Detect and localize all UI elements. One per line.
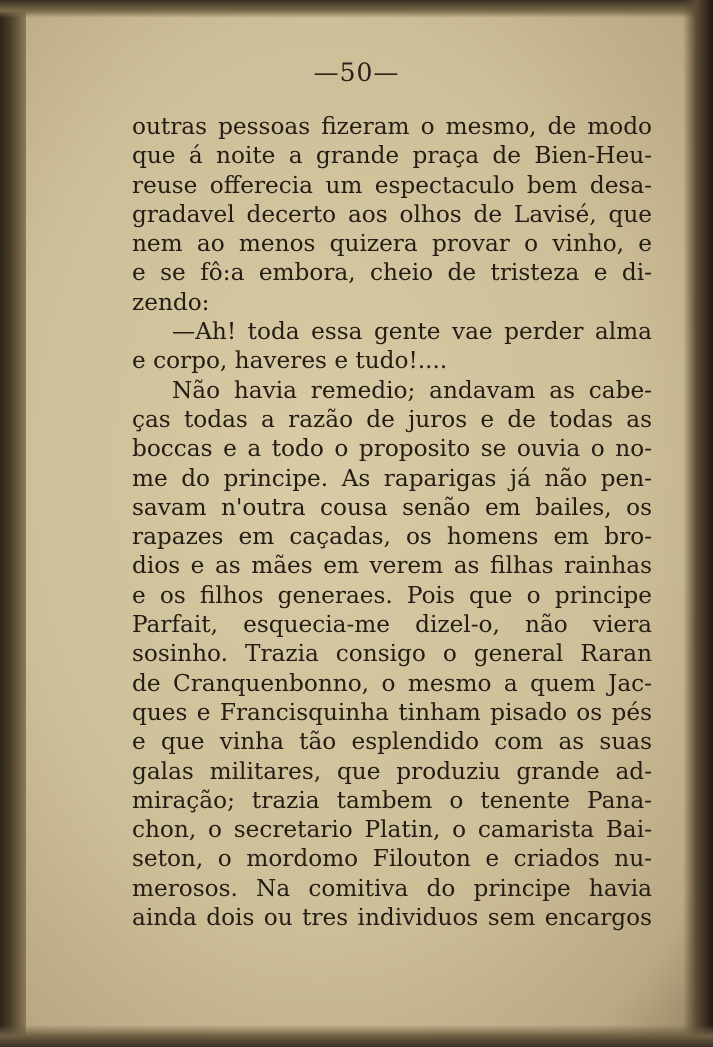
text-line: savam n'outra cousa senão em bailes, os <box>132 493 652 521</box>
text-line: chon, o secretario Platin, o camarista Bai- <box>132 816 652 844</box>
text-line: me do principe. As raparigas já não pen- <box>132 464 652 492</box>
text-line: ças todas a razão de juros e de todas as <box>132 405 652 433</box>
text-line: sosinho. Trazia consigo o general Raran <box>132 640 652 668</box>
text-line: gradavel decerto aos olhos de Lavisé, que <box>132 200 652 228</box>
body-text <box>132 112 652 932</box>
text-line: outras pessoas fizeram o mesmo, de modo <box>132 113 652 140</box>
text-line: miração; trazia tambem o tenente Pana- <box>132 786 652 814</box>
text-line: e corpo, haveres e tudo!.... <box>132 347 448 375</box>
text-line: Não havia remedio; andavam as cabe- <box>172 376 652 404</box>
text-line: reuse offerecia um espectaculo bem desa- <box>132 171 652 199</box>
text-line: de Cranquenbonno, o mesmo a quem Jac- <box>132 669 652 697</box>
text-line: boccas e a todo o proposito se ouvia o no- <box>132 435 652 463</box>
text-line: e que vinha tão esplendido com as suas <box>132 728 652 756</box>
text-line: galas militares, que produziu grande ad- <box>132 757 652 785</box>
text-line: dios e as mães em verem as filhas rainhas <box>132 552 652 580</box>
text-line: ques e Francisquinha tinham pisado os pés <box>132 698 652 726</box>
page-bottom-shadow <box>0 1025 713 1047</box>
page-top-shadow <box>0 0 713 18</box>
page-binding-shadow <box>0 0 26 1047</box>
text-line: rapazes em caçadas, os homens em bro- <box>132 523 652 551</box>
text-line: —Ah! toda essa gente vae perder alma <box>172 318 652 346</box>
text-line: seton, o mordomo Filouton e criados nu- <box>132 845 652 873</box>
text-line: zendo: <box>132 288 210 316</box>
text-line: e se fô:a embora, cheio de tristeza e di- <box>132 259 652 287</box>
text-line: nem ao menos quizera provar o vinho, e <box>132 230 652 258</box>
page-right-shadow <box>683 0 713 1047</box>
page-number: —50— <box>313 58 400 87</box>
text-line: e os filhos generaes. Pois que o principe <box>132 581 652 609</box>
text-line: que á noite a grande praça de Bien-Heu- <box>132 142 652 170</box>
text-line: Parfait, esquecia-me dizel-o, não viera <box>132 611 652 639</box>
text-line: merosos. Na comitiva do principe havia <box>132 874 652 902</box>
text-line: ainda dois ou tres individuos sem encargos <box>132 904 652 932</box>
